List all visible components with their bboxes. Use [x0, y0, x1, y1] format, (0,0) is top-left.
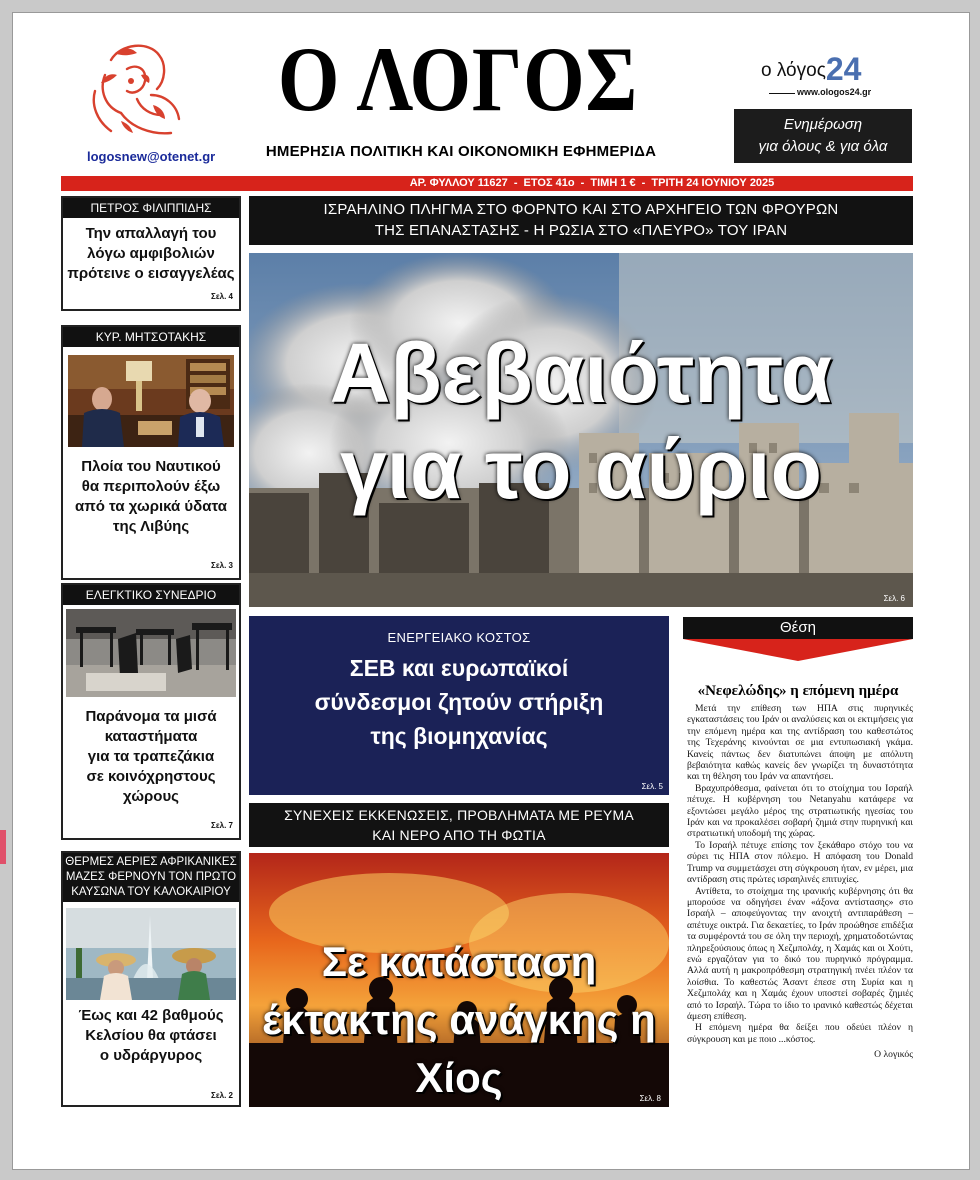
page-ref: Σελ. 8 [639, 1094, 661, 1103]
editorial-paragraph: Βραχυπρόθεσμα, φαίνεται ότι το στοίχημα του Ισραήλ πέτυχε. Η κυβέρνηση του Netanyahu κατάφερε να εξοντώσει μεγάλο μέρος της στρατιωτικής ηγεσίας του Ιράν και να προκαλέσει σοβαρή ζημιά στην πυρηνική και στρατιωτική υποδομή της χώρας. [687, 782, 913, 840]
energy-headline-line: σύνδεσμοι ζητούν στήριξη [314, 689, 604, 715]
fire-kicker-line1: ΣΥΝΕΧΕΙΣ ΕΚΚΕΝΩΣΕΙΣ, ΠΡΟΒΛΗΜΑΤΑ ΜΕ ΡΕΥΜΑ [284, 807, 634, 823]
sidebar-story-1-line: λόγω αμφιβολιών [87, 245, 215, 262]
fire-kicker-line2: ΚΑΙ ΝΕΡΟ ΑΠΟ ΤΗ ΦΩΤΙΑ [372, 827, 546, 843]
sidebar-story-3[interactable] [61, 583, 241, 840]
logo-emblem-icon [81, 35, 193, 150]
sidebar-story-2-line: της Λιβύης [112, 518, 190, 535]
fire-headline-line2: έκτακτης ανάγκης η Χίος [262, 996, 656, 1101]
fire-story[interactable] [249, 853, 669, 1107]
masthead-title: Ο ΛΟΓΟΣ [277, 28, 639, 130]
editorial-title: «Νεφελώδης» η επόμενη ημέρα [697, 683, 899, 699]
editorial-paragraph: Αντίθετα, το στοίχημα της ιρανικής κυβέρνησης ότι θα μπορούσε να οδηγήσει έναν «άξονα αντίστασης» στο Ισραήλ – αποφεύγοντας την ανοιχτή αντιπαράθεση – απέτυχε οικτρά. Για δεκαετίες, το Ιράν προώθησε επιδέξια τα συμφέροντά του σε όλη την περιοχή, χρηματοδοτώντας πληρεξούσιους όπως η Χεζμπολάχ, η Χαμάς και οι Χούτι, ενώ εργαζόταν για το δικό του πυρηνικό πρόγραμμα. Αλλά αυτή η μακροπρόθεσμη στρατηγική πνέει πλέον τα λοίσθια. Το καθεστώς Άσαντ έπεσε στη Συρία και η Χεζμπολάχ και η Χαμάς έχουν υποστεί σοβαρές ζημιές από το Ισραήλ. Τώρα το ίδιο το ιρανικό καθεστώς δέχεται άμεση επίθεση. [687, 885, 913, 1022]
fire-kicker [249, 803, 669, 847]
page-ref: Σελ. 5 [641, 782, 663, 791]
main-story[interactable] [249, 253, 913, 607]
sidebar-story-4-head-line: ΘΕΡΜΕΣ ΑΕΡΙΕΣ ΑΦΡΙΚΑΝΙΚΕΣ [65, 856, 237, 868]
sidebar-story-2-line: από τα χωρικά ύδατα [75, 498, 227, 515]
sidebar-story-4-head-line: ΚΑΥΣΩΝΑ ΤΟΥ ΚΑΛΟΚΑΙΡΙΟΥ [71, 886, 231, 898]
fire-headline-line1: Σε κατάσταση [321, 938, 597, 985]
sidebar-story-3-line: Παράνομα τα μισά [85, 708, 217, 725]
main-headline [249, 325, 913, 517]
sidebar-story-3-line: χώρους [123, 788, 179, 805]
sidebar-story-3-line: για τα τραπεζάκια [87, 748, 215, 765]
issue-date: ΤΡΙΤΗ 24 ΙΟΥΝΙΟΥ 2025 [651, 177, 775, 189]
sidebar-story-3-line: σε κοινόχρηστους [86, 768, 216, 785]
sidebar-story-1[interactable] [61, 196, 241, 311]
sidebar-story-4-head-line: ΜΑΖΕΣ ΦΕΡΝΟΥΝ ΤΟΝ ΠΡΩΤΟ [65, 871, 237, 883]
energy-kicker: ΕΝΕΡΓΕΙΑΚΟ ΚΟΣΤΟΣ [387, 630, 531, 645]
energy-headline-line: ΣΕΒ και ευρωπαϊκοί [349, 655, 569, 681]
sidebar-story-2-head: ΚΥΡ. ΜΗΤΣΟΤΑΚΗΣ [63, 327, 239, 347]
energy-story[interactable] [249, 616, 669, 795]
sidebar-story-4-head [63, 853, 239, 902]
page-ref: Σελ. 4 [211, 292, 233, 301]
fire-headline [249, 933, 669, 1107]
promo-url: www.ologos24.gr [797, 87, 872, 97]
editorial-paragraph: Η επόμενη ημέρα θα δείξει που οδεύει πλέον η σύγκρουση και με ποιο ...κόστος. [687, 1022, 913, 1045]
editorial-red-chevron-icon [683, 639, 913, 661]
main-kicker [249, 196, 913, 245]
page-ref: Σελ. 2 [211, 1091, 233, 1100]
main-kicker-line2: ΤΗΣ ΕΠΑΝΑΣΤΑΣΗΣ - Η ΡΩΣΙΑ ΣΤΟ «ΠΛΕΥΡΟ» ΤΟΥ ΙΡΑΝ [374, 222, 788, 239]
sidebar-story-4-line: Έως και 42 βαθμούς [78, 1007, 224, 1024]
promo-tagline-box [734, 109, 912, 163]
promo-logo-digit: 24 [825, 51, 862, 87]
promo-tagline-line1: Ενημέρωση [783, 116, 863, 133]
energy-headline-line: της βιομηχανίας [370, 723, 548, 749]
editorial-signature: Ο λογικός [874, 1049, 913, 1061]
sidebar-story-4-line: ο υδράργυρος [99, 1047, 203, 1064]
editorial-body [687, 703, 913, 1061]
promo-url-rule [769, 93, 795, 94]
sidebar-story-2-line: Πλοία του Ναυτικού [81, 458, 221, 475]
promo-logo [761, 51, 861, 88]
sidebar-story-4[interactable] [61, 851, 241, 1107]
promo-tagline-line2: για όλους & για όλα [758, 138, 888, 155]
sidebar-story-1-head: ΠΕΤΡΟΣ ΦΙΛΙΠΠΙΔΗΣ [63, 198, 239, 218]
sidebar-story-2[interactable] [61, 325, 241, 580]
page-edge-mark [0, 830, 6, 864]
sidebar-story-3-head: ΕΛΕΓΚΤΙΚΟ ΣΥΝΕΔΡΙΟ [63, 585, 239, 605]
editorial-paragraph: Το Ισραήλ πέτυχε επίσης τον ξεκάθαρο στόχο του να σύρει τις ΗΠΑ στον πόλεμο. Η απόφαση του Donald Trump να συμμετάσχει στη σύγκρουση ήταν, εν μέρει, μια αντίδραση στις πρώτες ισραηλινές επιτυχίες. [687, 839, 913, 886]
editorial-paragraph: Μετά την επίθεση των ΗΠΑ στις πυρηνικές εγκαταστάσεις του Ιράν οι αναλύσεις και οι εκτιμήσεις για την επόμενη ημέρα και της αντίδραση του καθεστώτος της Τεχεράνης κινούνται σε μια εντυπωσιακή γκάμα. Κανείς πάντως δεν διατυπώνει άποψη με απόλυτη βεβαιότητα καθώς κανείς δεν γνωρίζει τη δυναστότητα και τη θέληση του Ιράν να απαντήσει. [687, 703, 913, 783]
issue-year: ΕΤΟΣ 41ο [523, 177, 575, 189]
page-ref: Σελ. 3 [211, 561, 233, 570]
main-headline-line1: Αβεβαιότητα [329, 326, 833, 420]
issue-price: ΤΙΜΗ 1 € [590, 177, 636, 189]
page-ref: Σελ. 7 [211, 821, 233, 830]
newspaper-front-page [12, 12, 970, 1170]
sidebar-story-3-line: καταστήματα [104, 728, 198, 745]
cafe-tables-photo [66, 609, 236, 697]
sidebar-story-1-line: Την απαλλαγή του [85, 225, 217, 242]
issue-info-bar: ΑΡ. ΦΥΛΛΟΥ 11627 - ΕΤΟΣ 41ο - ΤΙΜΗ 1 € - ΤΡΙΤΗ 24 ΙΟΥΝΙΟΥ 2025 [61, 176, 913, 191]
sidebar-story-1-line: πρότεινε ο εισαγγελέας [67, 265, 235, 282]
meeting-photo [68, 355, 234, 447]
issue-number: ΑΡ. ΦΥΛΛΟΥ 11627 [409, 177, 508, 189]
masthead-subtitle: ΗΜΕΡΗΣΙΑ ΠΟΛΙΤΙΚΗ ΚΑΙ ΟΙΚΟΝΟΜΙΚΗ ΕΦΗΜΕΡΙΔΑ [265, 143, 657, 160]
promo-logo-text: ο λόγος [761, 60, 826, 81]
main-kicker-line1: ΙΣΡΑΗΛΙΝΟ ΠΛΗΓΜΑ ΣΤΟ ΦΟΡΝΤΟ ΚΑΙ ΣΤΟ ΑΡΧΗΓΕΙΟ ΤΩΝ ΦΡΟΥΡΩΝ [323, 201, 839, 218]
main-headline-line2: για το αύριο [340, 422, 822, 516]
heatwave-fountain-photo [66, 908, 236, 1000]
sidebar-story-2-line: θα περιπολούν έξω [81, 478, 221, 495]
editorial-section-head: Θέση [683, 617, 913, 639]
contact-email: logosnew@otenet.gr [87, 149, 216, 164]
page-ref: Σελ. 6 [883, 594, 905, 603]
sidebar-story-4-line: Κελσίου θα φτάσει [85, 1027, 217, 1044]
